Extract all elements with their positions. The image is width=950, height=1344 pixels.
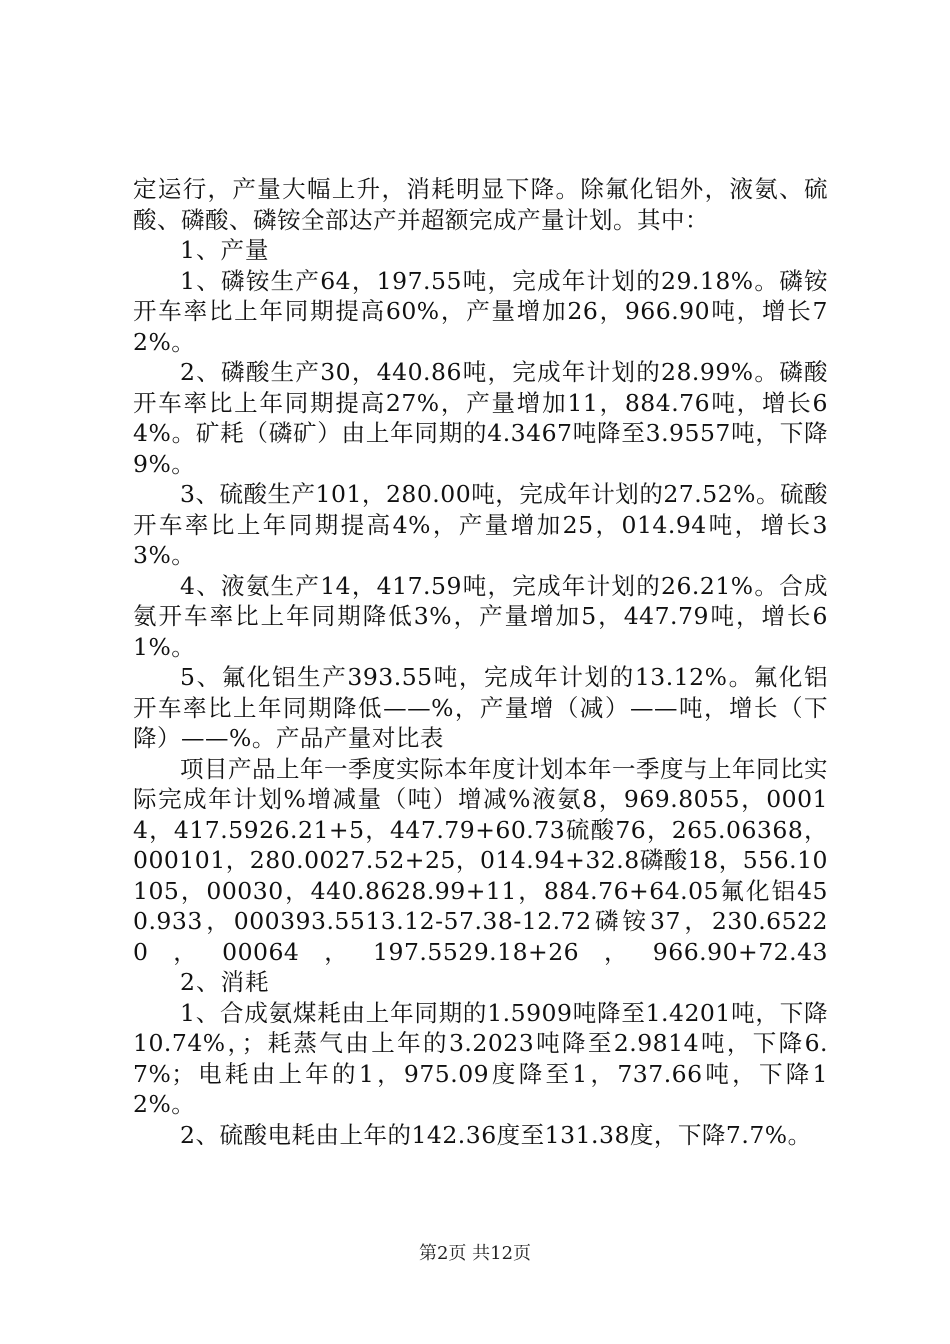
- paragraph-sulfuric-acid: 3、硫酸生产101，280.00吨，完成年计划的27.52%。硫酸开车率比上年同期提高4%，产量增加25，014.94吨，增长33%。: [133, 480, 828, 569]
- document-body: [133, 174, 828, 1150]
- paragraph-phosphoric-acid: 2、磷酸生产30，440.86吨，完成年计划的28.99%。磷酸开车率比上年同期提高27%，产量增加11，884.76吨，增长64%。矿耗（磷矿）由上年同期的4.3467吨降至3.9557吨，下降9%。: [133, 358, 828, 478]
- paragraph-ammonium-phosphate: 1、磷铵生产64，197.55吨，完成年计划的29.18%。磷铵开车率比上年同期提高60%，产量增加26，966.90吨，增长72%。: [133, 266, 828, 356]
- section-heading-consumption: 2、消耗: [180, 968, 270, 996]
- paragraph-liquid-ammonia: 4、液氨生产14，417.59吨，完成年计划的26.21%。合成氨开车率比上年同期降低3%，产量增加5，447.79吨，增长61%。: [133, 571, 828, 661]
- paragraph-sulfuric-power-consumption: 2、硫酸电耗由上年的142.36度至131.38度，下降7.7%。: [180, 1120, 812, 1149]
- section-heading-output: 1、产量: [180, 236, 270, 264]
- paragraph-output-comparison-table: 项目产品上年一季度实际本年度计划本年一季度与上年同比实际完成年计划%增减量（吨）增减%液氨8，969.8055，00014，417.5926.21+5，447.79+60.73硫酸76，265.06368，000101，280.0027.52+25，014.94+32.8磷酸18，556.10105，00030，440.8628.99+11，884.76+64.05氟化铝450.933，000393.5513.12-57.38-12.72磷铵37，230.65220，00064，197.5529.18+26，966.90+72.43: [133, 754, 828, 966]
- paragraph-ammonia-consumption: 1、合成氨煤耗由上年同期的1.5909吨降至1.4201吨，下降10.74%，；耗蒸气由上年的3.2023吨降至2.9814吨，下降6.7%；电耗由上年的1，975.09度降至1，737.66吨，下降12%。: [133, 998, 828, 1118]
- paragraph-intro: 定运行，产量大幅上升，消耗明显下降。除氟化铝外，液氨、硫酸、磷酸、磷铵全部达产并超额完成产量计划。其中：: [133, 175, 828, 234]
- paragraph-aluminum-fluoride: 5、氟化铝生产393.55吨，完成年计划的13.12%。氟化铝开车率比上年同期降低——%，产量增（减）——吨，增长（下降）——%。产品产量对比表: [133, 663, 828, 752]
- page-number-footer: 第2页 共12页: [418, 1243, 532, 1264]
